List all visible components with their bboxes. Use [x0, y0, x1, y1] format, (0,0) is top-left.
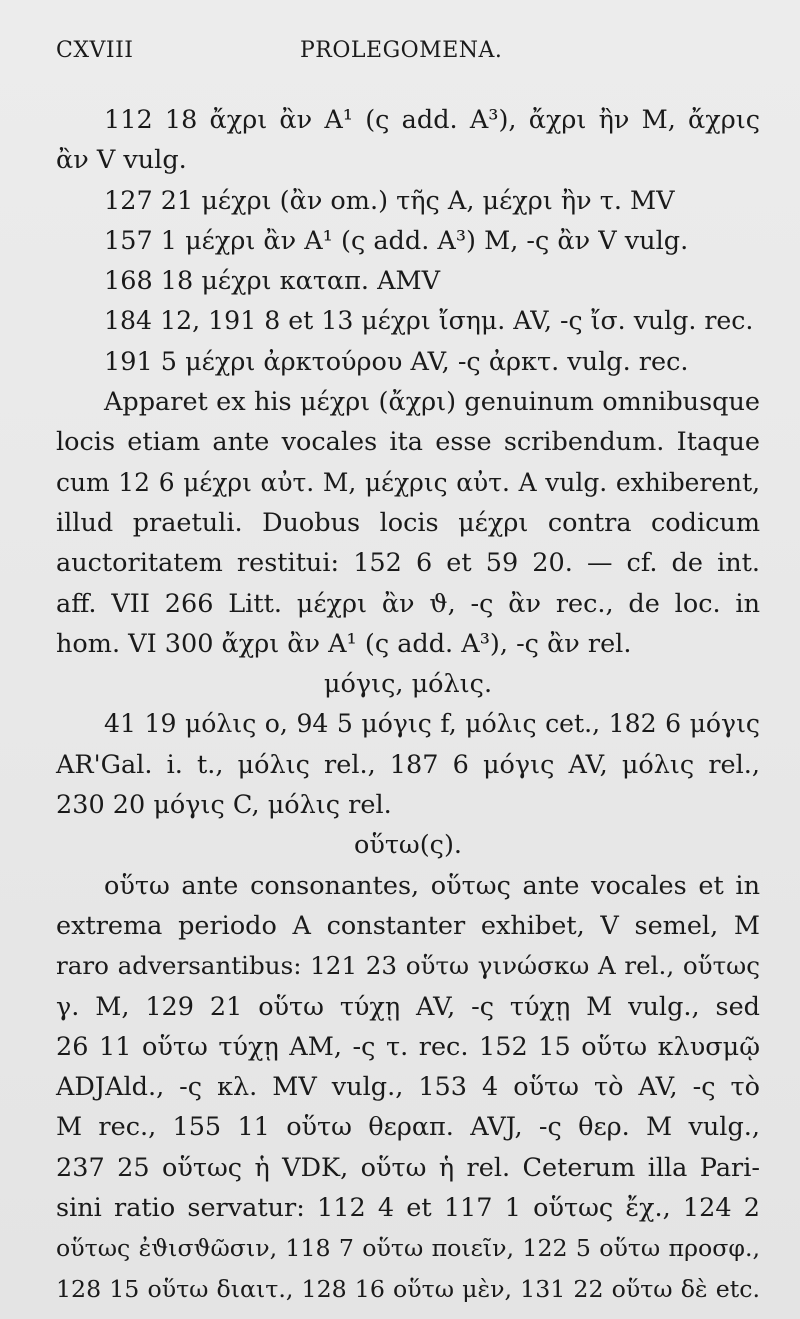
text-line: οὕτως ἐϑισϑῶσιν, 118 7 οὕτω ποιεῖν, 122 5 οὕτω προσφ., — [56, 1234, 760, 1263]
text-line: 168 18 μέχρι καταπ. AMV — [104, 266, 441, 297]
text-line: 237 25 οὕτως ἡ VDK, οὕτω ἡ rel. Ceterum illa Pari- — [56, 1152, 760, 1183]
text-line: 157 1 μέχρι ἂν A¹ (ς add. A³) M, -ς ἂν V vulg. — [104, 225, 689, 256]
page-number: CXVIII — [56, 38, 134, 63]
text-line: οὕτω ante consonantes, οὕτως ante vocales et in — [104, 870, 760, 901]
text-line: 41 19 μόλις o, 94 5 μόγις f, μόλις cet., 182 6 μόγις — [104, 709, 760, 739]
text-line: raro adversantibus: 121 23 οὕτω γινώσκω A rel., οὕτως — [56, 951, 760, 981]
text-line: 191 5 μέχρι ἀρκτούρου AV, -ς ἀρκτ. vulg. rec. — [104, 346, 689, 377]
running-head: PROLEGOMENA. — [300, 38, 503, 63]
text-line: aff. VII 266 Litt. μέχρι ἂν ϑ, -ς ἂν rec., de loc. in — [56, 588, 760, 619]
text-line: 128 15 οὕτω διαιτ., 128 16 οὕτω μὲν, 131 22 οὕτω δὲ etc. — [56, 1274, 760, 1303]
text-line: locis etiam ante vocales ita esse scribendum. Itaque — [56, 427, 760, 458]
text-line: 127 21 μέχρι (ἂν om.) τῆς A, μέχρι ἢν τ. MV — [104, 185, 675, 216]
text-line: 112 18 ἄχρι ἂν A¹ (ς add. A³), ἄχρι ἢν M, ἄχρις — [104, 105, 760, 135]
text-line: hom. VI 300 ἄχρι ἂν A¹ (ς add. A³), -ς ἂν rel. — [56, 628, 632, 659]
page-header — [56, 0, 760, 100]
text-line: cum 12 6 μέχρι αὐτ. M, μέχρις αὐτ. A vulg. exhiberent, — [56, 467, 760, 497]
text-line: M rec., 155 11 οὕτω θεραπ. AVJ, -ς θερ. M vulg., — [56, 1112, 760, 1143]
text-line: auctoritatem restitui: 152 6 et 59 20. — cf. de int. — [56, 548, 760, 579]
text-line: 184 12, 191 8 et 13 μέχρι ἴσημ. AV, -ς ἴσ. vulg. rec. — [104, 306, 754, 336]
text-line: Apparet ex his μέχρι (ἄχρι) genuinum omnibusque — [104, 387, 760, 418]
body-text — [56, 100, 760, 1309]
text-line: AR'Gal. i. t., μόλις rel., 187 6 μόγις AV, μόλις rel., — [56, 749, 760, 780]
text-line: ἂν V vulg. — [56, 145, 187, 176]
text-line: ADJAld., -ς κλ. MV vulg., 153 4 οὕτω τὸ AV, -ς τὸ — [56, 1072, 760, 1103]
text-line: 26 11 οὕτω τύχῃ AM, -ς τ. rec. 152 15 οὕτω κλυσμῷ — [56, 1031, 760, 1062]
text-line: sini ratio servatur: 112 4 et 117 1 οὕτως ἔχ., 124 2 — [56, 1193, 760, 1224]
section-heading: οὕτω(ς). — [353, 830, 463, 861]
text-line: 230 20 μόγις C, μόλις rel. — [56, 790, 392, 821]
text-line: illud praetuli. Duobus locis μέχρι contra codicum — [56, 507, 760, 538]
text-line: extrema periodo A constanter exhibet, V semel, M — [56, 910, 760, 941]
section-heading: μόγις, μόλις. — [323, 669, 493, 700]
text-line: γ. M, 129 21 οὕτω τύχῃ AV, -ς τύχῃ M vulg., sed — [56, 991, 760, 1022]
